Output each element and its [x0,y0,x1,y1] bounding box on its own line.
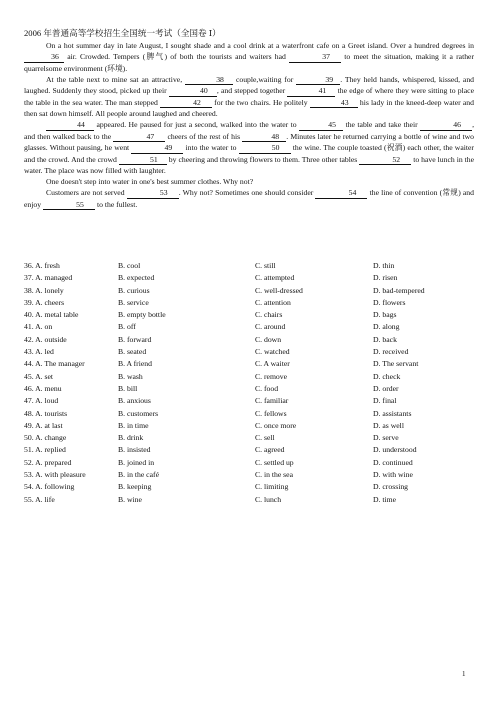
option-d: D. order [373,383,399,393]
text-segment: to have lunch in the water. The place was now filled with laughter. [24,154,475,176]
text-segment: , and stepped together [216,86,286,96]
text-segment: to the fullest. [96,199,138,209]
option-c: C. fellows [255,408,287,418]
option-d: D. with wine [373,470,413,480]
option-d: D. final [373,396,397,406]
option-a: 38. A. lonely [24,285,64,295]
option-d: D. along [373,322,400,332]
answer-options [24,260,474,506]
options-row-44 [24,358,474,370]
paragraph-3 [24,119,474,176]
option-d: D. assistants [373,408,412,418]
option-d: D. thin [373,261,395,270]
blank-53: 53 [127,188,179,199]
cloze-passage [24,40,474,210]
option-c: C. in the sea [255,470,294,480]
blank-37: 37 [289,52,341,63]
option-b: B. keeping [118,482,152,492]
text-segment: the edge of where they were sitting to place the table in the sea water. The man stepped [24,86,475,107]
option-c: C. around [255,322,286,332]
option-c: C. limiting [255,482,289,492]
blank-36: 36 [24,52,64,63]
blank-45: 45 [299,120,343,131]
option-b: B. cool [118,261,141,270]
blank-43: 43 [310,98,358,109]
option-b: B. off [118,322,136,332]
option-c: C. watched [255,347,290,357]
options-row-50 [24,432,474,444]
option-a: 41. A. on [24,322,53,332]
option-b: B. empty bottle [118,310,166,320]
text-segment: by cheering and throwing flowers to them. Three other tables [168,154,358,164]
options-row-48 [24,408,474,420]
option-c: C. well-dressed [255,285,303,295]
text-segment: to meet the situation, making it a rather quarrelsome environment (环境). [24,52,475,73]
blank-49: 49 [131,143,183,154]
option-b: B. in time [118,420,149,430]
text-segment: One doesn't step into water in one's best summer clothes. Why not? [46,177,254,187]
text-segment: cheers of the rest of his [167,131,241,141]
text-segment: his lady in the kneed-deep water and then sat down himself. All people around laughed and cheered. [24,97,474,119]
text-segment: . They held hands, whispered, kissed, and laughed. Suddenly they stood, picked up their [24,74,475,96]
option-a: 45. A. set [24,371,54,381]
option-c: C. attention [255,297,291,307]
option-d: D. bags [373,310,397,320]
paragraph-1 [24,40,474,74]
option-a: 44. A. The manager [24,359,85,369]
option-a: 49. A. at last [24,420,63,430]
option-c: C. down [255,334,282,344]
option-a: 52. A. prepared [24,457,72,467]
blank-46: 46 [420,120,472,131]
page-title: 2006 年普通高等学校招生全国统一考试（全国卷 Ⅰ） [24,28,221,38]
blank-54: 54 [315,188,367,199]
option-a: 43. A. led [24,347,54,357]
option-b: B. bill [118,383,138,393]
text-segment: At the table next to mine sat an attractive, [46,74,183,84]
option-c: C. still [255,261,276,270]
option-b: B. seated [118,347,147,357]
blank-52: 52 [359,155,411,166]
options-row-52 [24,457,474,469]
option-a: 54. A. following [24,482,75,492]
option-c: C. food [255,383,279,393]
blank-48: 48 [242,132,286,143]
option-d: D. understood [373,445,417,455]
options-row-46 [24,383,474,395]
options-row-54 [24,481,474,493]
options-row-49 [24,420,474,432]
option-d: D. check [373,371,401,381]
option-c: C. settled up [255,457,294,467]
option-d: D. back [373,334,397,344]
option-d: D. crossing [373,482,409,492]
option-d: D. bad-tempered [373,285,425,295]
paragraph-2 [24,74,474,120]
options-row-51 [24,444,474,456]
text-segment: into the water to [185,143,237,153]
text-segment: the line of convention (常规) and enjoy [24,188,474,209]
option-b: B. forward [118,334,152,344]
option-a: 48. A. tourists [24,408,68,418]
option-b: B. joined in [118,457,155,467]
option-b: B. anxious [118,396,151,406]
text-segment: Customers are not served [46,188,125,198]
option-d: D. The servant [373,359,419,369]
page-number: 1 [462,670,466,678]
option-b: B. wash [118,371,143,381]
option-c: C. lunch [255,494,282,504]
blank-40: 40 [169,86,217,97]
option-d: D. received [373,347,409,357]
blank-42: 42 [160,98,212,109]
options-row-41 [24,321,474,333]
blank-38: 38 [185,75,233,86]
option-a: 51. A. replied [24,445,66,455]
options-row-55 [24,494,474,506]
text-segment: , and then walked back to the [24,120,475,141]
paragraph-5 [24,187,474,210]
options-row-39 [24,297,474,309]
option-b: B. wine [118,494,142,504]
option-b: B. expected [118,273,155,283]
blank-44: 44 [46,120,94,131]
option-b: B. curious [118,285,150,295]
options-row-40 [24,309,474,321]
option-a: 36. A. fresh [24,261,60,270]
option-d: D. continued [373,457,413,467]
options-row-43 [24,346,474,358]
blank-55: 55 [43,200,95,211]
option-a: 50. A. change [24,433,67,443]
option-a: 39. A. cheers [24,297,65,307]
option-c: C. familiar [255,396,289,406]
blank-47: 47 [113,132,165,143]
option-c: C. remove [255,371,288,381]
option-d: D. time [373,494,397,504]
option-a: 37. A. managed [24,273,73,283]
text-segment: . Minutes later he returned carrying a bottle of wine and two glasses. Without pausing, he went [24,131,475,153]
option-b: B. service [118,297,149,307]
text-segment: appeared. He paused for just a second, walked into the water to [96,120,297,130]
option-c: C. agreed [255,445,285,455]
option-b: B. drink [118,433,144,443]
options-row-37 [24,272,474,284]
option-b: B. insisted [118,445,151,455]
text-segment: On a hot summer day in late August, I sought shade and a cool drink at a waterfront cafe on a Greet island. Over a hundred degrees in [46,41,474,50]
option-a: 46. A. menu [24,383,62,393]
option-d: D. flowers [373,297,406,307]
text-segment: the table and take their [345,120,418,130]
options-row-53 [24,469,474,481]
option-a: 40. A. metal table [24,310,79,320]
text-segment: for the two chairs. He politely [214,97,308,107]
option-b: B. customers [118,408,159,418]
option-d: D. as well [373,420,404,430]
option-b: B. in the café [118,470,159,480]
text-segment: . Why not? Sometimes one should consider [178,188,314,198]
options-row-45 [24,371,474,383]
option-a: 53. A. with pleasure [24,470,86,480]
option-c: C. chairs [255,310,283,320]
option-a: 55. A. life [24,494,55,504]
text-segment: the wine. The couple toasted (祝酒) each other, the waiter and the crowd. And the crowd [24,143,474,164]
blank-51: 51 [119,155,167,166]
options-row-36 [24,260,474,272]
option-d: D. serve [373,433,399,443]
options-row-47 [24,395,474,407]
blank-39: 39 [296,75,340,86]
text-segment: couple,waiting for [235,74,294,84]
blank-50: 50 [239,143,291,154]
option-a: 47. A. loud [24,396,59,406]
option-d: D. risen [373,273,398,283]
text-segment: air. Crowded. Tempers (脾气) of both the tourists and waiters had [67,52,286,62]
option-c: C. once more [255,420,297,430]
options-row-42 [24,334,474,346]
option-c: C. sell [255,433,275,443]
options-row-38 [24,285,474,297]
option-a: 42. A. outside [24,334,67,344]
option-c: C. A waiter [255,359,290,369]
paragraph-4 [24,176,474,187]
blank-41: 41 [287,86,335,97]
option-c: C. attempted [255,273,295,283]
option-b: B. A friend [118,359,152,369]
